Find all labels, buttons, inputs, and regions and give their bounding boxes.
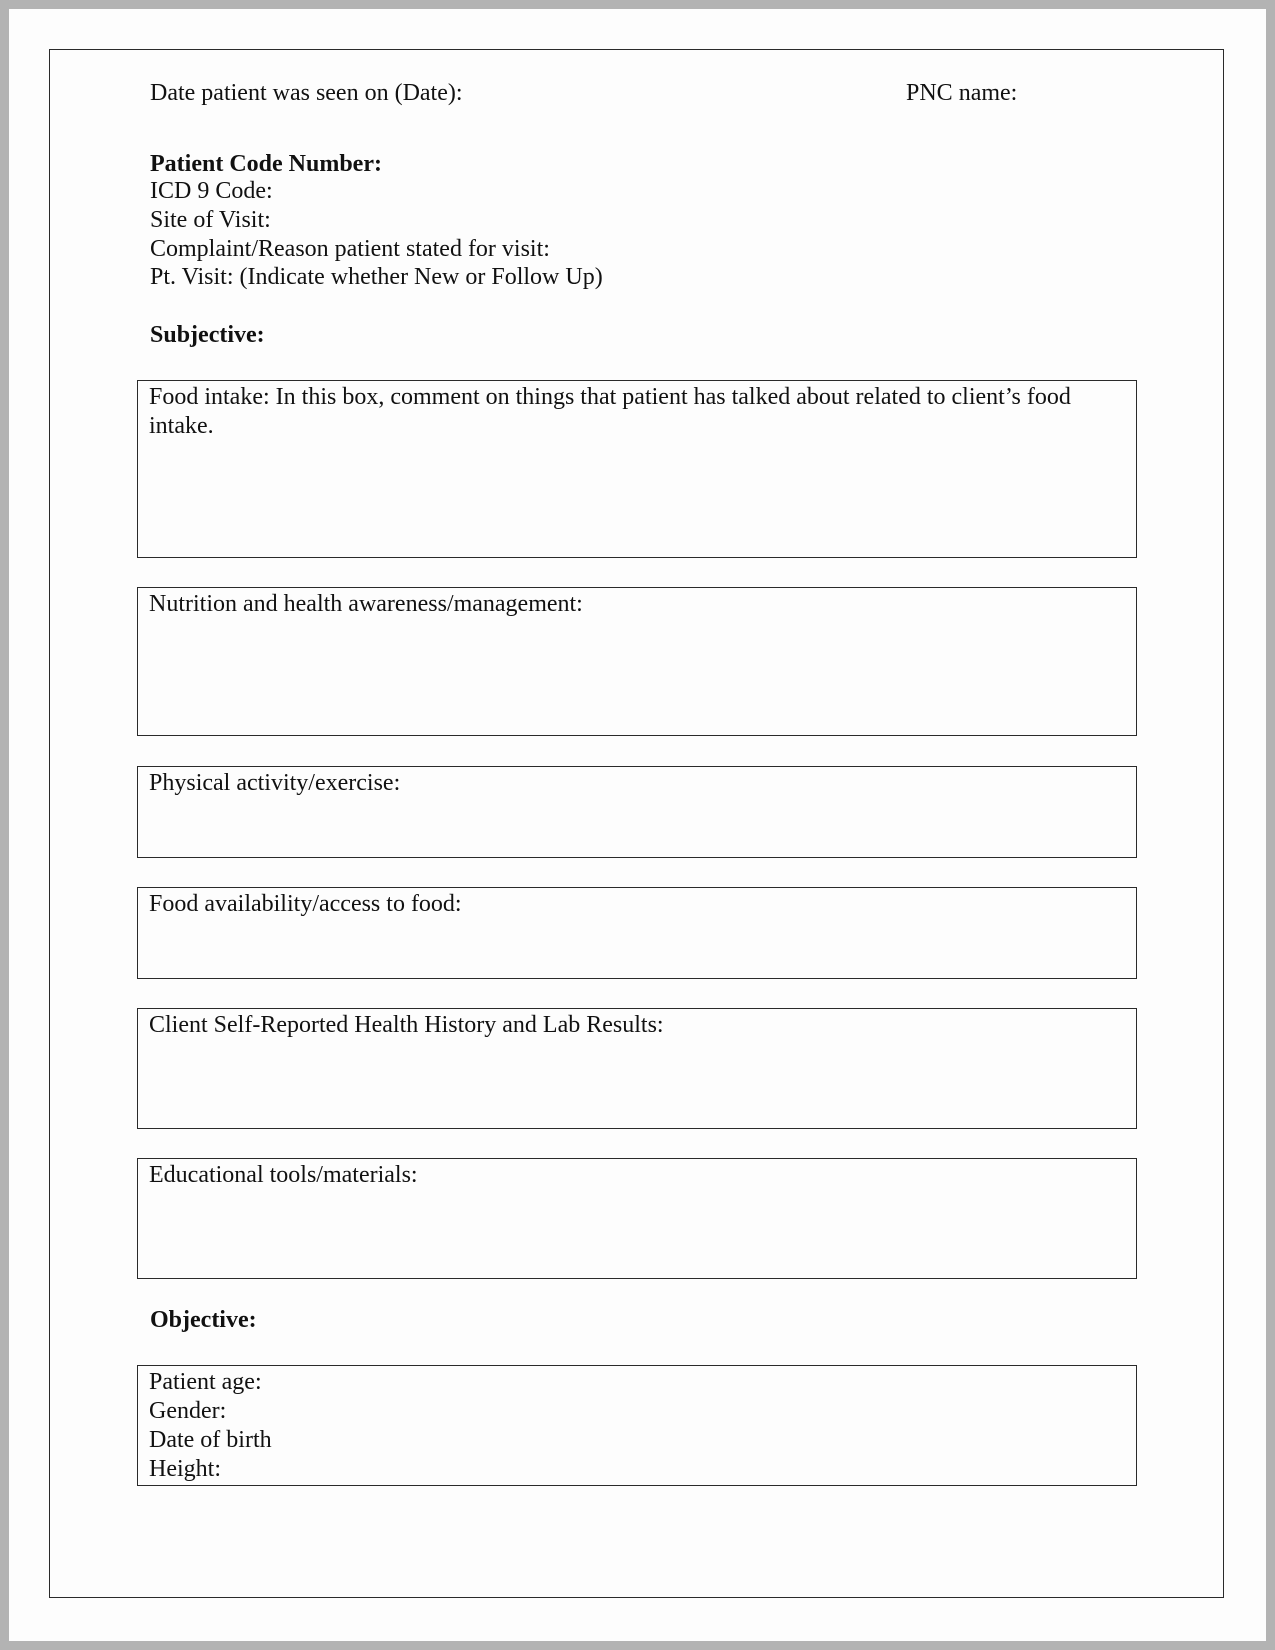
health-history-label: Client Self-Reported Health History and Lab Results: <box>149 1012 664 1038</box>
physical-activity-box[interactable] <box>137 766 1137 858</box>
physical-activity-label: Physical activity/exercise: <box>149 770 401 796</box>
objective-box[interactable] <box>137 1365 1137 1486</box>
height-label: Height: <box>149 1456 221 1482</box>
complaint-label: Complaint/Reason patient stated for visit: <box>150 236 550 262</box>
date-of-birth-label: Date of birth <box>149 1427 272 1453</box>
food-intake-label: Food intake: In this box, comment on things that patient has talked about related to client’s food intake. <box>149 384 1071 439</box>
food-intake-box[interactable] <box>137 380 1137 558</box>
patient-code-number-label: Patient Code Number: <box>150 151 382 177</box>
objective-heading: Objective: <box>150 1307 257 1333</box>
icd9-code-label: ICD 9 Code: <box>150 178 273 204</box>
food-availability-label: Food availability/access to food: <box>149 891 462 917</box>
patient-age-label: Patient age: <box>149 1369 262 1395</box>
site-of-visit-label: Site of Visit: <box>150 207 271 233</box>
nutrition-awareness-box[interactable] <box>137 587 1137 736</box>
food-availability-box[interactable] <box>137 887 1137 979</box>
nutrition-awareness-label: Nutrition and health awareness/management: <box>149 591 583 617</box>
educational-tools-label: Educational tools/materials: <box>149 1162 418 1188</box>
form-page <box>9 9 1266 1641</box>
pnc-name-label: PNC name: <box>906 80 1018 106</box>
visit-type-label: Pt. Visit: (Indicate whether New or Follow Up) <box>150 264 603 290</box>
subjective-heading: Subjective: <box>150 322 265 348</box>
health-history-box[interactable] <box>137 1008 1137 1129</box>
educational-tools-box[interactable] <box>137 1158 1137 1279</box>
gender-label: Gender: <box>149 1398 227 1424</box>
date-seen-label: Date patient was seen on (Date): <box>150 80 463 106</box>
